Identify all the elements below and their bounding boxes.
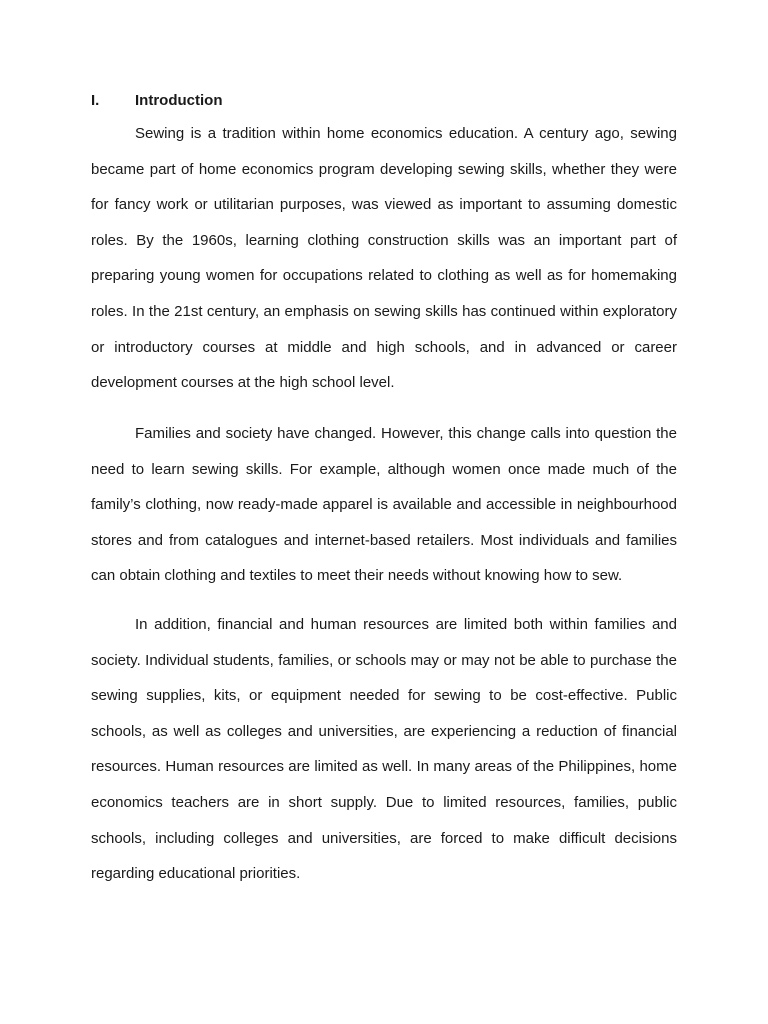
- paragraph-limited-resources: In addition, financial and human resources are limited both within families and society. Individual students, families, or schools may or may not be able to purchase the sewing supplies, kits, or equipment needed for sewing to be cost-effective. Public schools, as well as colleges and universities, are experiencing a reduction of financial resources. Human resources are limited as well. In many areas of the Philippines, home economics teachers are in short supply. Due to limited resources, families, public schools, including colleges and universities, are forced to make difficult decisions regarding educational priorities.: [91, 616, 677, 883]
- paragraph-families-society: Families and society have changed. However, this change calls into question the need to learn sewing skills. For example, although women once made much of the family’s clothing, now ready-made apparel is available and accessible in neighbourhood stores and from catalogues and internet-based retailers. Most individuals and families can obtain clothing and textiles to meet their needs without knowing how to sew.: [91, 425, 677, 585]
- paragraph-sewing-tradition: Sewing is a tradition within home economics education. A century ago, sewing became part of home economics program developing sewing skills, whether they were for fancy work or utilitarian purposes, was viewed as important to assuming domestic roles. By the 1960s, learning clothing construction skills was an important part of preparing young women for occupations related to clothing as well as for homemaking roles. In the 21st century, an emphasis on sewing skills has continued within exploratory or introductory courses at middle and high schools, and in advanced or career development courses at the high school level.: [91, 125, 677, 392]
- section-title: Introduction: [135, 92, 223, 109]
- section-number: I.: [91, 92, 100, 109]
- section-heading: [91, 92, 222, 110]
